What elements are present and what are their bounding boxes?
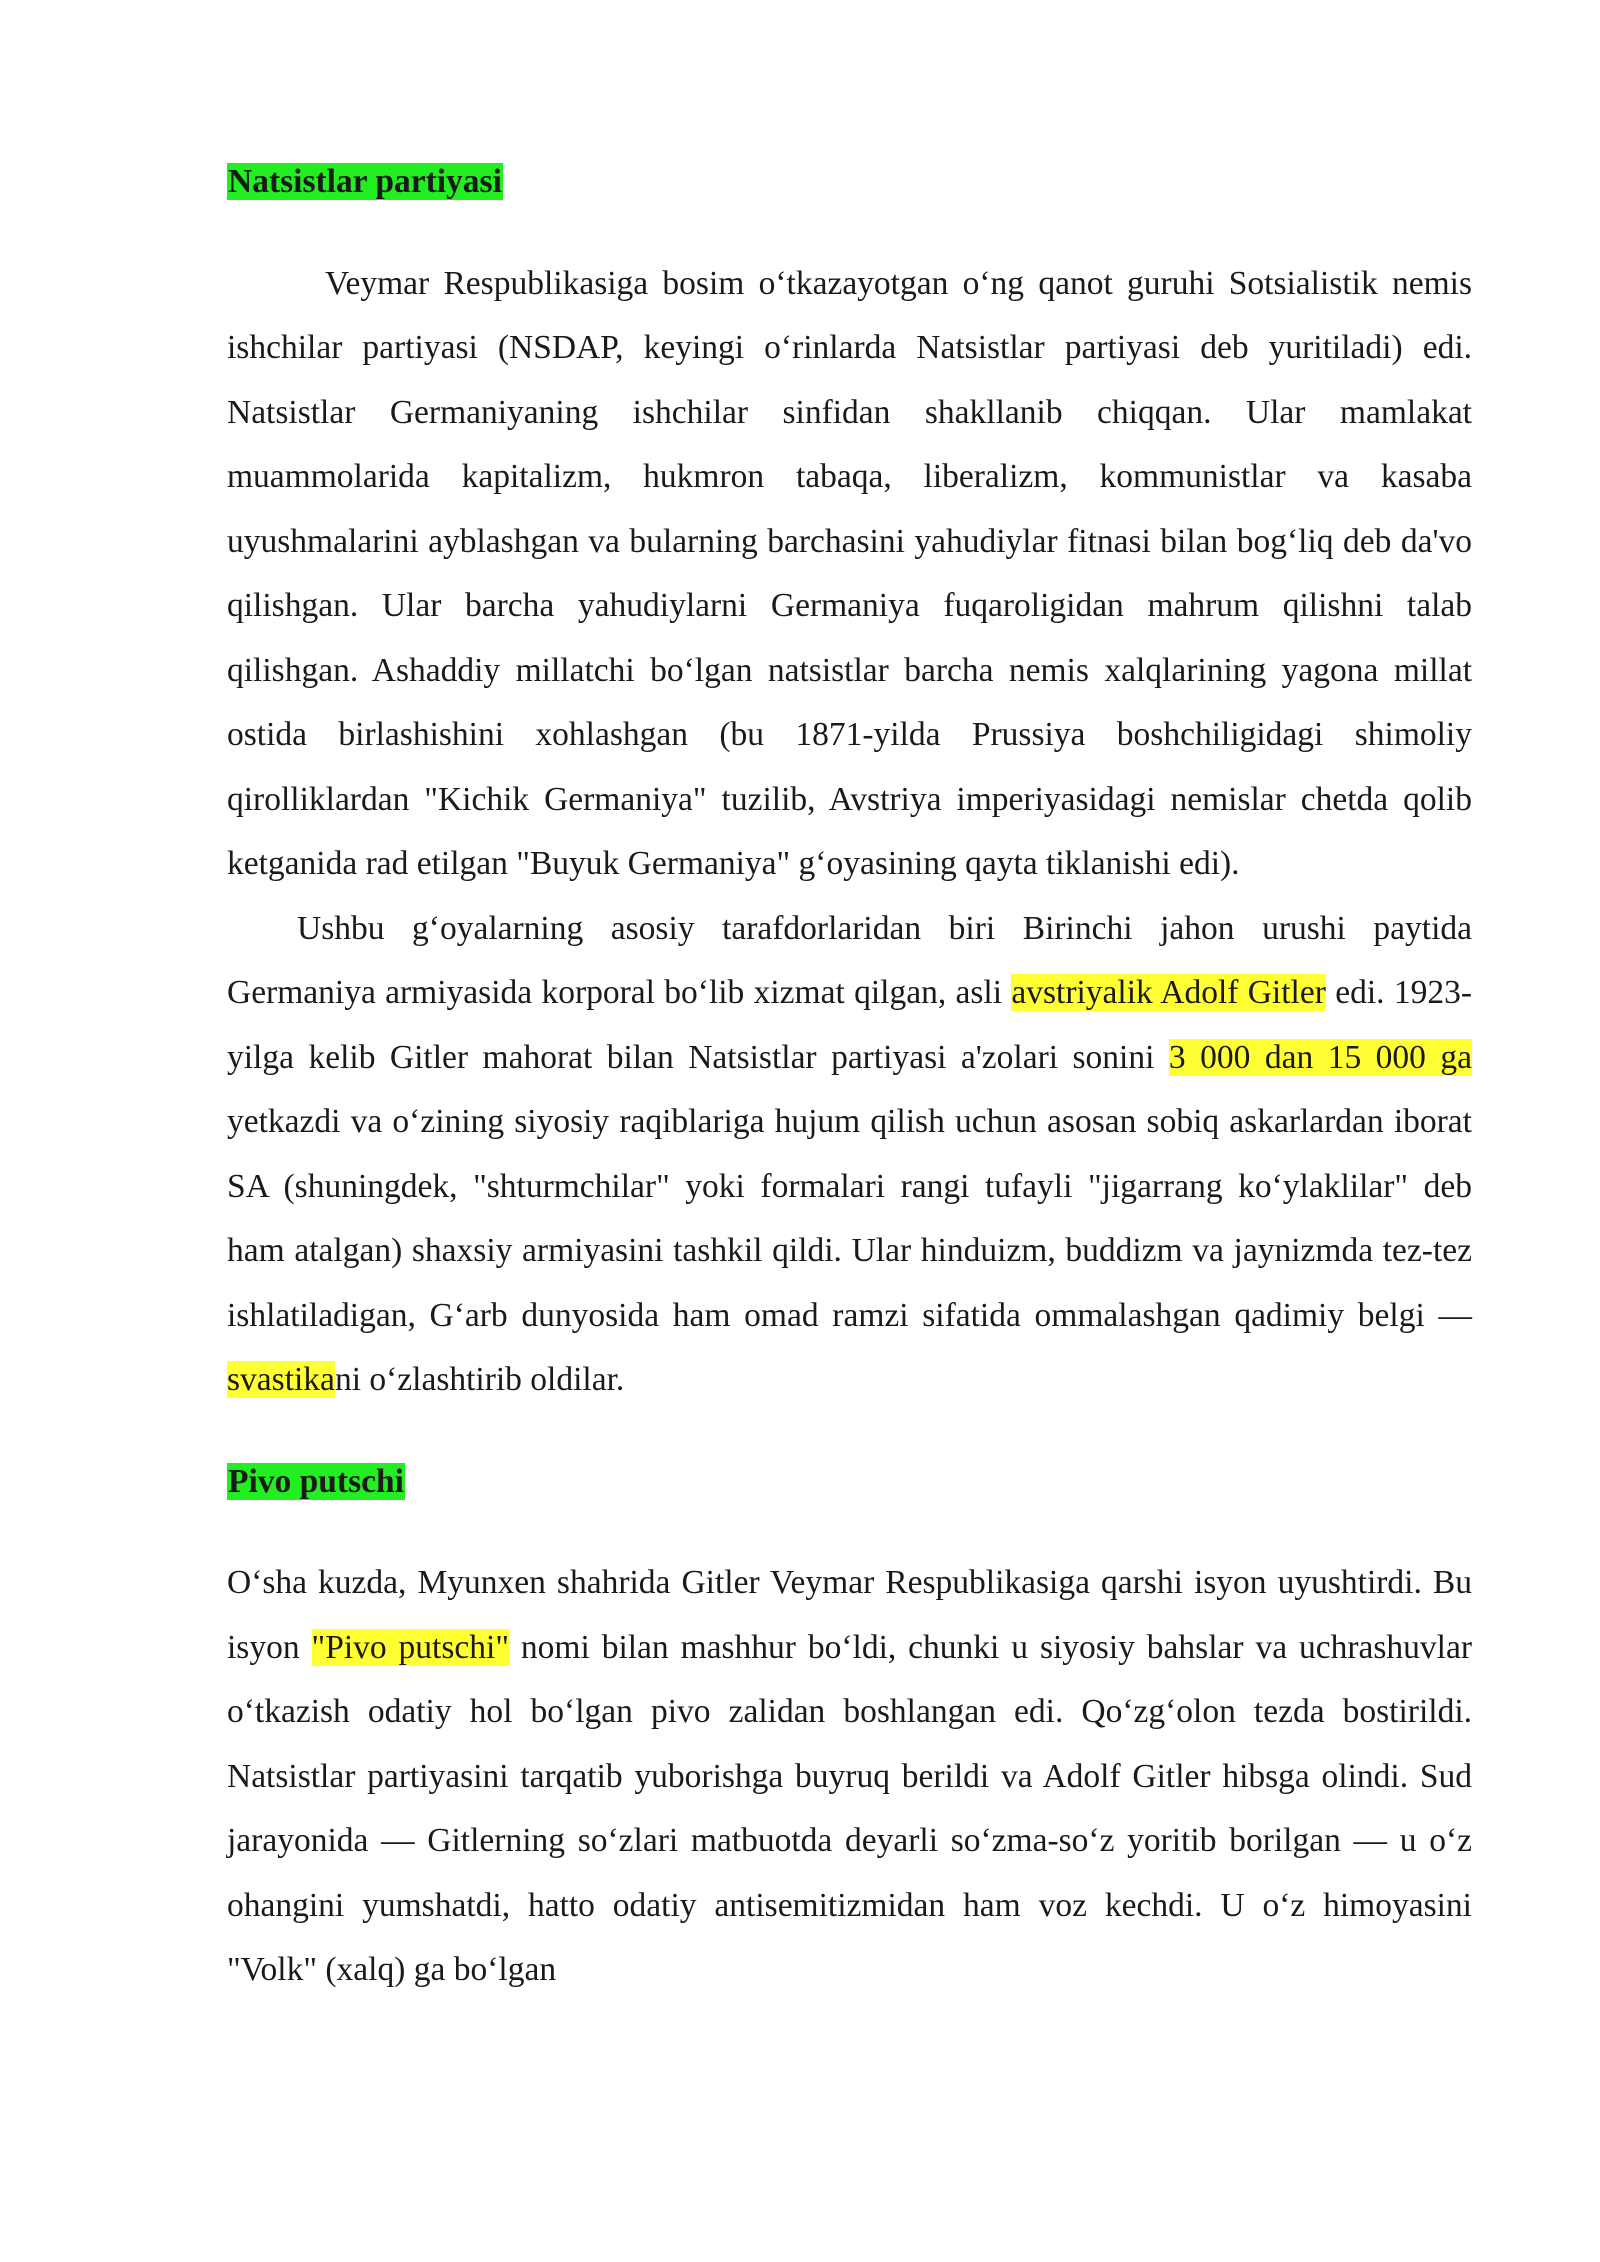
heading-highlight: Pivo putschi [228,1462,404,1500]
highlight-member-count: 3 000 dan 15 000 ga [1168,1038,1472,1076]
p2-text-1: Ushbu g‘oyalarning asosiy tarafdorlaridan biri Birinchi jahon urushi paytida Germaniya armiyasida korporal bo‘lib xizmat qilgan, asli [227,909,1472,1011]
p2-text-4: ni o‘zlashtirib oldilar. [334,1361,625,1398]
p2-text-2: edi. 1923-yilga kelib Gitler mahorat bilan Natsistlar partiyasi a'zolari sonini [227,974,1472,1076]
p3-text-2: nomi bilan mashhur bo‘ldi, chunki u siyosiy bahslar va uchrashuvlar o‘tkazish odatiy hol bo‘lgan pivo zalidan boshlangan edi. Qo‘zg‘olon tezda bostirildi. Natsistlar partiyasini tarqatib yuborishga buyruq berildi va Adolf Gitler hibsga olindi. Sud jarayonida — Gitlerning so‘zlari matbuotda deyarli so‘zma-so‘z yoritib borilgan — u o‘z ohangini yumshatdi, hatto odatiy antisemitizmidan ham voz kechdi. U o‘z himoyasini "Volk" (xalq) ga bo‘lgan [227,1628,1472,1988]
paragraph-3 [227,1551,1472,2003]
heading-natsistlar-partiyasi [227,150,1472,215]
heading-highlight: Natsistlar partiyasi [228,163,502,200]
p2-text-3: yetkazdi va o‘zining siyosiy raqiblariga hujum qilish uchun asosan sobiq askarlardan iborat SA (shuningdek, "shturmchilar" yoki formalari rangi tufayli "jigarrang ko‘ylaklilar" deb ham atalgan) shaxsiy armiyasini tashkil qildi. Ular hinduizm, buddizm va jaynizmda tez-tez ishlatiladigan, G‘arb dunyosida ham omad ramzi sifatida ommalashgan qadimiy belgi — [227,1103,1472,1334]
highlight-austrian-hitler: avstriyalik Adolf Gitler [1011,974,1326,1011]
highlight-svastika: svastika [227,1361,335,1398]
paragraph-2 [227,897,1472,1413]
heading-pivo-putschi [227,1450,1472,1515]
p3-text-1: O‘sha kuzda, Myunxen shahrida Gitler Veymar Respublikasiga qarshi isyon uyushtirdi. Bu isyon [227,1564,1472,1666]
highlight-pivo-putschi: "Pivo putschi" [311,1628,509,1666]
paragraph-1: Veymar Respublikasiga bosim o‘tkazayotgan o‘ng qanot guruhi Sotsialistik nemis ishchilar partiyasi (NSDAP, keyingi o‘rinlarda Natsistlar partiyasi deb yuritiladi) edi. Natsistlar Germaniyaning ishchilar sinfidan shakllanib chiqqan. Ular mamlakat muammolarida kapitalizm, hukmron tabaqa, liberalizm, kommunistlar va kasaba uyushmalarini ayblashgan va bularning barchasini yahudiylar fitnasi bilan bog‘liq deb da'vo qilishgan. Ular barcha yahudiylarni Germaniya fuqaroligidan mahrum qilishni talab qilishgan. Ashaddiy millatchi bo‘lgan natsistlar barcha nemis xalqlarining yagona millat ostida birlashishini xohlashgan (bu 1871-yilda Prussiya boshchiligidagi shimoliy qirolliklardan "Kichik Germaniya" tuzilib, Avstriya imperiyasidagi nemislar chetda qolib ketganida rad etilgan "Buyuk Germaniya" g‘oyasining qayta tiklanishi edi). [227,264,1472,882]
